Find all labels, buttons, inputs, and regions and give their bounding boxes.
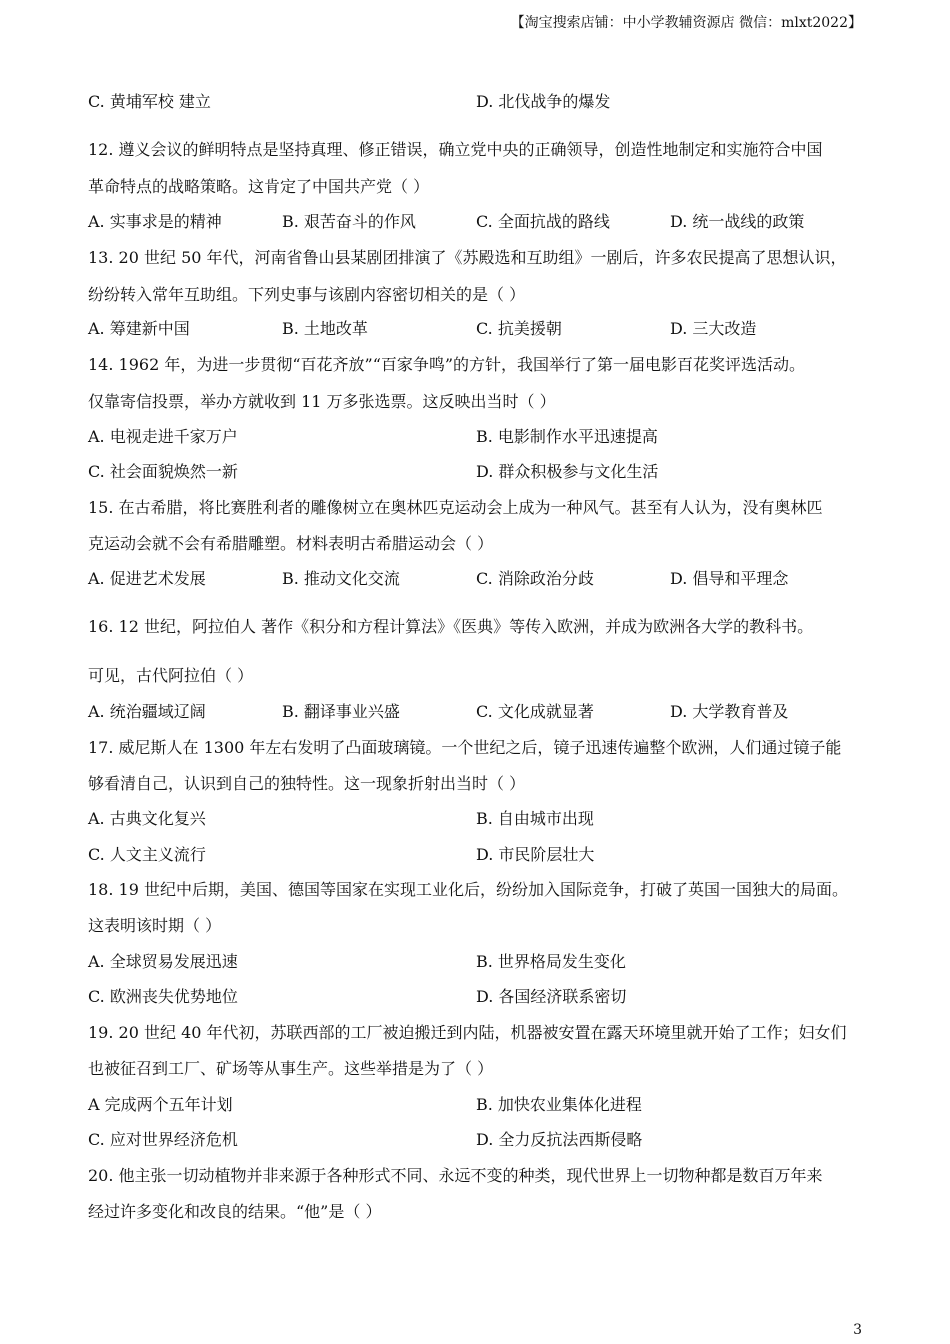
- q15-option-d: D. 倡导和平理念: [670, 569, 789, 588]
- q19-option-d: D. 全力反抗法西斯侵略: [476, 1130, 643, 1149]
- q19-option-a: A 完成两个五年计划: [88, 1095, 233, 1114]
- q13-stem-line1: 13. 20 世纪 50 年代，河南省鲁山县某剧团排演了《苏殿选和互助组》一剧后，许多农民提高了思想认识，: [88, 248, 847, 267]
- q14-stem-line1: 14. 1962 年，为进一步贯彻“百花齐放”“百家争鸣”的方针，我国举行了第一届电影百花奖评选活动。: [88, 355, 806, 374]
- q16-stem-line2: 可见，古代阿拉伯（ ）: [88, 666, 254, 685]
- q12-option-d: D. 统一战线的政策: [670, 212, 805, 231]
- q18-stem-line1: 18. 19 世纪中后期，美国、德国等国家在实现工业化后，纷纷加入国际竞争，打破了英国一国独大的局面。: [88, 880, 848, 899]
- q18-option-b: B. 世界格局发生变化: [476, 952, 626, 971]
- q17-option-d: D. 市民阶层壮大: [476, 845, 595, 864]
- q12-stem-line2: 革命特点的战略策略。这肯定了中国共产党（ ）: [88, 177, 430, 196]
- q18-option-d: D. 各国经济联系密切: [476, 987, 627, 1006]
- q20-stem-line1: 20. 他主张一切动植物并非来源于各种形式不同、永远不变的种类，现代世界上一切物种都是数百万年来: [88, 1166, 823, 1185]
- q16-stem-line1: 16. 12 世纪，阿拉伯人 著作《积分和方程计算法》《医典》等传入欧洲，并成为欧洲各大学的教科书。: [88, 617, 814, 636]
- q16-option-a: A. 统治疆域辽阔: [88, 702, 206, 721]
- q13-option-d: D. 三大改造: [670, 319, 757, 338]
- page-number: 3: [853, 1322, 862, 1338]
- q13-stem-line2: 纷纷转入常年互助组。下列史事与该剧内容密切相关的是（ ）: [88, 285, 526, 304]
- q16-option-c: C. 文化成就显著: [476, 702, 594, 721]
- q17-stem-line1: 17. 威尼斯人在 1300 年左右发明了凸面玻璃镜。一个世纪之后，镜子迅速传遍整个欧洲，人们通过镜子能: [88, 738, 842, 757]
- q16-option-d: D. 大学教育普及: [670, 702, 789, 721]
- q17-stem-line2: 够看清自己，认识到自己的独特性。这一现象折射出当时（ ）: [88, 774, 526, 793]
- q14-option-b: B. 电影制作水平迅速提高: [476, 427, 658, 446]
- q18-stem-line2: 这表明该时期（ ）: [88, 916, 222, 935]
- q19-stem-line1: 19. 20 世纪 40 年代初，苏联西部的工厂被迫搬迁到内陆，机器被安置在露天环境里就开始了工作；妇女们: [88, 1023, 847, 1042]
- q15-option-c: C. 消除政治分歧: [476, 569, 594, 588]
- q19-stem-line2: 也被征召到工厂、矿场等从事生产。这些举措是为了（ ）: [88, 1059, 494, 1078]
- q15-option-b: B. 推动文化交流: [282, 569, 400, 588]
- q19-option-b: B. 加快农业集体化进程: [476, 1095, 642, 1114]
- q13-option-b: B. 土地改革: [282, 319, 368, 338]
- q17-option-a: A. 古典文化复兴: [88, 809, 206, 828]
- q12-option-a: A. 实事求是的精神: [88, 212, 222, 231]
- q12-option-b: B. 艰苦奋斗的作风: [282, 212, 416, 231]
- q11-option-c: C. 黄埔军校 建立: [88, 92, 211, 111]
- q17-option-b: B. 自由城市出现: [476, 809, 594, 828]
- q15-option-a: A. 促进艺术发展: [88, 569, 206, 588]
- q14-option-d: D. 群众积极参与文化生活: [476, 462, 659, 481]
- q14-option-a: A. 电视走进千家万户: [88, 427, 238, 446]
- q14-option-c: C. 社会面貌焕然一新: [88, 462, 238, 481]
- q13-option-c: C. 抗美援朝: [476, 319, 562, 338]
- q16-option-b: B. 翻译事业兴盛: [282, 702, 400, 721]
- q12-stem-line1: 12. 遵义会议的鲜明特点是坚持真理、修正错误，确立党中央的正确领导，创造性地制定和实施符合中国: [88, 140, 823, 159]
- header-watermark: 【淘宝搜索店铺：中小学教辅资源店 微信：mlxt2022】: [510, 15, 862, 31]
- q18-option-a: A. 全球贸易发展迅速: [88, 952, 238, 971]
- q17-option-c: C. 人文主义流行: [88, 845, 206, 864]
- q12-option-c: C. 全面抗战的路线: [476, 212, 610, 231]
- q15-stem-line2: 克运动会就不会有希腊雕塑。材料表明古希腊运动会（ ）: [88, 534, 494, 553]
- q18-option-c: C. 欧洲丧失优势地位: [88, 987, 238, 1006]
- q11-option-d: D. 北伐战争的爆发: [476, 92, 611, 111]
- q20-stem-line2: 经过许多变化和改良的结果。“他”是（ ）: [88, 1202, 382, 1221]
- q13-option-a: A. 筹建新中国: [88, 319, 190, 338]
- q19-option-c: C. 应对世界经济危机: [88, 1130, 238, 1149]
- q14-stem-line2: 仅靠寄信投票，举办方就收到 11 万多张选票。这反映出当时（ ）: [88, 392, 556, 411]
- q15-stem-line1: 15. 在古希腊，将比赛胜利者的雕像树立在奥林匹克运动会上成为一种风气。甚至有人认为，没有奥林匹: [88, 498, 823, 517]
